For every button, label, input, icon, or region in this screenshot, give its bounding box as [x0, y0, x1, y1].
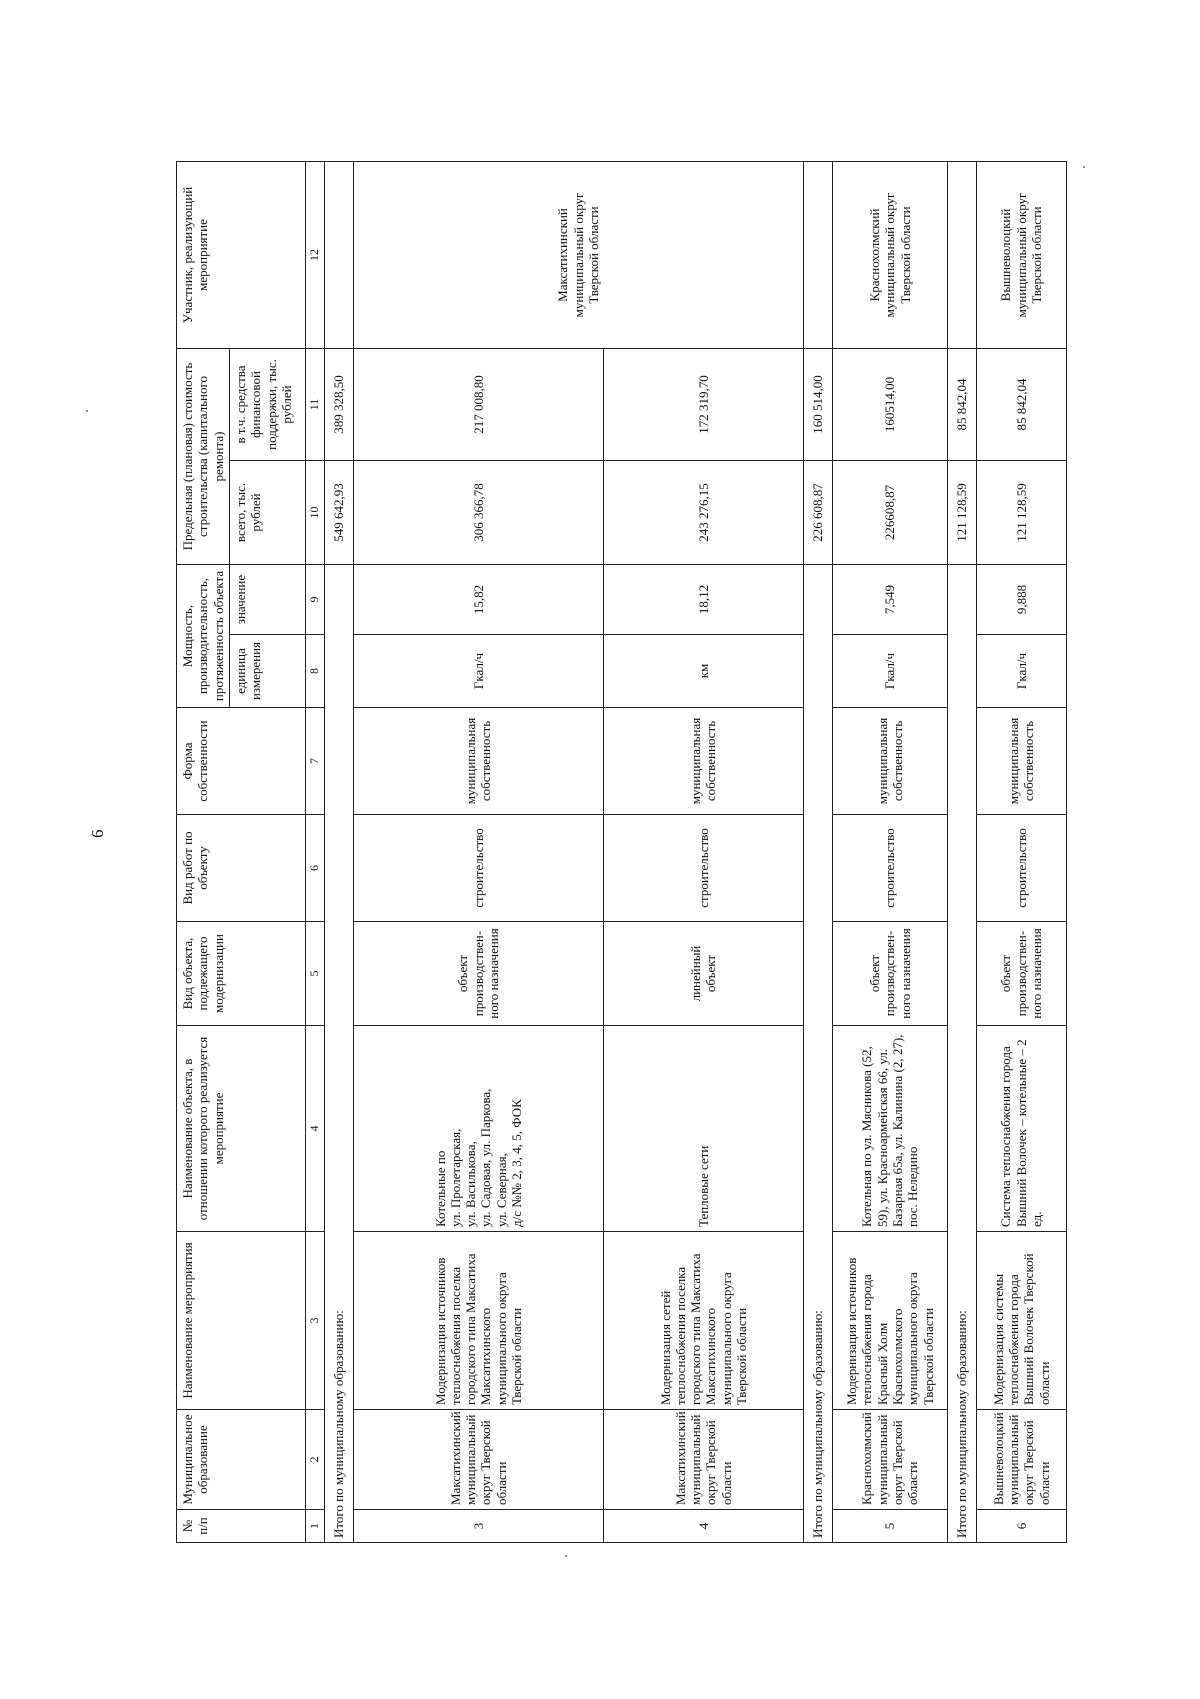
- column-number: 11: [305, 348, 324, 460]
- total-row-1: [324, 161, 353, 1542]
- row-object: Система теплоснабжения города Вышний Волочек – котельные – 2 ед.: [976, 1026, 1066, 1232]
- header-object: Наименование объекта, в отношении которого реализуется мероприятие: [177, 1026, 306, 1232]
- column-number: 1: [305, 1510, 324, 1543]
- row-value: 7,549: [832, 565, 947, 635]
- row-num: 5: [832, 1510, 947, 1543]
- page-number: 6: [88, 829, 107, 838]
- row-ownership: муниципальная собственность: [603, 708, 803, 815]
- header-total: всего, тыс. рублей: [229, 461, 305, 565]
- header-ownership: Форма собственности: [177, 708, 306, 815]
- row-3: [353, 161, 603, 1542]
- column-number: 5: [305, 922, 324, 1026]
- row-measure: Модернизация системы теплоснабжения города Вышний Волочек Тверской области: [976, 1232, 1066, 1410]
- scan-speck: [86, 410, 88, 412]
- row-ownership: муниципальная собственность: [832, 708, 947, 815]
- column-number: 3: [305, 1232, 324, 1410]
- column-number: 9: [305, 565, 324, 635]
- objects-table: [176, 161, 1067, 1543]
- total-participant-empty: [324, 161, 353, 348]
- header-work-type: Вид работ по объекту: [177, 815, 306, 922]
- row-support: 217 008,80: [353, 348, 603, 460]
- row-total: 243 276,15: [603, 461, 803, 565]
- row-participant: Максатихинский муниципальный округ Тверской области: [353, 161, 803, 348]
- row-work-type: строительство: [353, 815, 603, 922]
- row-unit: Гкал/ч: [832, 635, 947, 708]
- row-ownership: муниципальная собственность: [353, 708, 603, 815]
- row-measure: Модернизация источников теплоснабжения города Красный Холм Краснохолмского муниципального округа Тверской области: [832, 1232, 947, 1410]
- total-participant-empty: [803, 161, 832, 348]
- row-municipality: Максатихинский муниципальный округ Тверской области: [603, 1410, 803, 1510]
- total-row-2: [803, 161, 832, 1542]
- total-label: Итого по муниципальному образованию:: [803, 565, 832, 1543]
- row-ownership: муниципальная собственность: [976, 708, 1066, 815]
- row-total: 226608,87: [832, 461, 947, 565]
- row-num: 4: [603, 1510, 803, 1543]
- row-support: 172 319,70: [603, 348, 803, 460]
- row-unit: км: [603, 635, 803, 708]
- column-number: 4: [305, 1026, 324, 1232]
- header-row: [177, 161, 230, 1542]
- row-object: Котельные по ул. Пролетарская, ул. Васильковa, ул. Садовая, ул. Паркова, ул. Северная, д/с №№ 2, 3, 4, 5, ФОК: [353, 1026, 603, 1232]
- total-cost: 121 128,59: [947, 461, 976, 565]
- column-number: 10: [305, 461, 324, 565]
- row-unit: Гкал/ч: [353, 635, 603, 708]
- row-measure: Модернизация источников теплоснабжения поселка городского типа Максатиха Максатихинского муниципального округа Тверской области: [353, 1232, 603, 1410]
- scan-speck: [565, 1555, 567, 1557]
- total-support: 160 514,00: [803, 348, 832, 460]
- row-5: [832, 161, 947, 1542]
- total-support: 389 328,50: [324, 348, 353, 460]
- total-participant-empty: [947, 161, 976, 348]
- row-num: 3: [353, 1510, 603, 1543]
- row-participant: Вышневолоцкий муниципальный округ Тверской области: [976, 161, 1066, 348]
- header-measure: Наименование мероприятия: [177, 1232, 306, 1410]
- row-value: 9,888: [976, 565, 1066, 635]
- row-object-type: объект производствен-ного назначения: [976, 922, 1066, 1026]
- row-object-type: линейный объект: [603, 922, 803, 1026]
- row-participant: Краснохолмский муниципальный округ Тверской области: [832, 161, 947, 348]
- row-municipality: Краснохолмский муниципальный округ Тверской области: [832, 1410, 947, 1510]
- row-num: 6: [976, 1510, 1066, 1543]
- header-support: в т.ч. средства финансовой поддержки, тыс. рублей: [229, 348, 305, 460]
- column-number: 8: [305, 635, 324, 708]
- row-object: Котельная по ул. Мясникова (52, 59), ул. Красноармейская 66, ул. Базарная 65а, ул. Калинина (2, 27), пос. Неледино: [832, 1026, 947, 1232]
- total-cost: 549 642,93: [324, 461, 353, 565]
- header-object-type: Вид объекта, подлежащего модернизации: [177, 922, 306, 1026]
- row-value: 15,82: [353, 565, 603, 635]
- row-4: [603, 161, 803, 1542]
- row-unit: Гкал/ч: [976, 635, 1066, 708]
- header-participant: Участник, реализующий мероприятие: [177, 161, 306, 348]
- row-work-type: строительство: [976, 815, 1066, 922]
- header-num: № п/п: [177, 1510, 306, 1543]
- total-row-3: [947, 161, 976, 1542]
- row-work-type: строительство: [603, 815, 803, 922]
- row-total: 306 366,78: [353, 461, 603, 565]
- total-support: 85 842,04: [947, 348, 976, 460]
- row-total: 121 128,59: [976, 461, 1066, 565]
- header-cost: Предельная (плановая) стоимость строительства (капитального ремонта): [177, 348, 230, 564]
- row-support: 85 842,04: [976, 348, 1066, 460]
- row-object-type: объект производствен-ного назначения: [353, 922, 603, 1026]
- column-number: 7: [305, 708, 324, 815]
- header-value: значение: [229, 565, 305, 635]
- total-cost: 226 608,87: [803, 461, 832, 565]
- total-label: Итого по муниципальному образованию:: [947, 565, 976, 1543]
- rotated-table-wrapper: [176, 162, 1064, 1543]
- row-object: Тепловые сети: [603, 1026, 803, 1232]
- header-municipality: Муниципальное образование: [177, 1410, 306, 1510]
- column-number: 12: [305, 161, 324, 348]
- header-capacity: Мощность, производительность, протяженность объекта: [177, 565, 230, 708]
- row-work-type: строительство: [832, 815, 947, 922]
- scan-speck: [1083, 166, 1085, 168]
- column-number: 6: [305, 815, 324, 922]
- row-6: [976, 161, 1066, 1542]
- row-municipality: Вышневолоцкий муниципальный округ Тверской области: [976, 1410, 1066, 1510]
- row-value: 18,12: [603, 565, 803, 635]
- header-unit: единица измерения: [229, 635, 305, 708]
- total-label: Итого по муниципальному образованию:: [324, 565, 353, 1543]
- row-object-type: объект производствен-ного назначения: [832, 922, 947, 1026]
- column-number: 2: [305, 1410, 324, 1510]
- row-support: 160514,00: [832, 348, 947, 460]
- row-municipality: Максатихинский муниципальный округ Тверской области: [353, 1410, 603, 1510]
- column-number-row: [305, 161, 324, 1542]
- row-measure: Модернизация сетей теплоснабжения поселка городского типа Максатиха Максатихинского муниципального округа Тверской области: [603, 1232, 803, 1410]
